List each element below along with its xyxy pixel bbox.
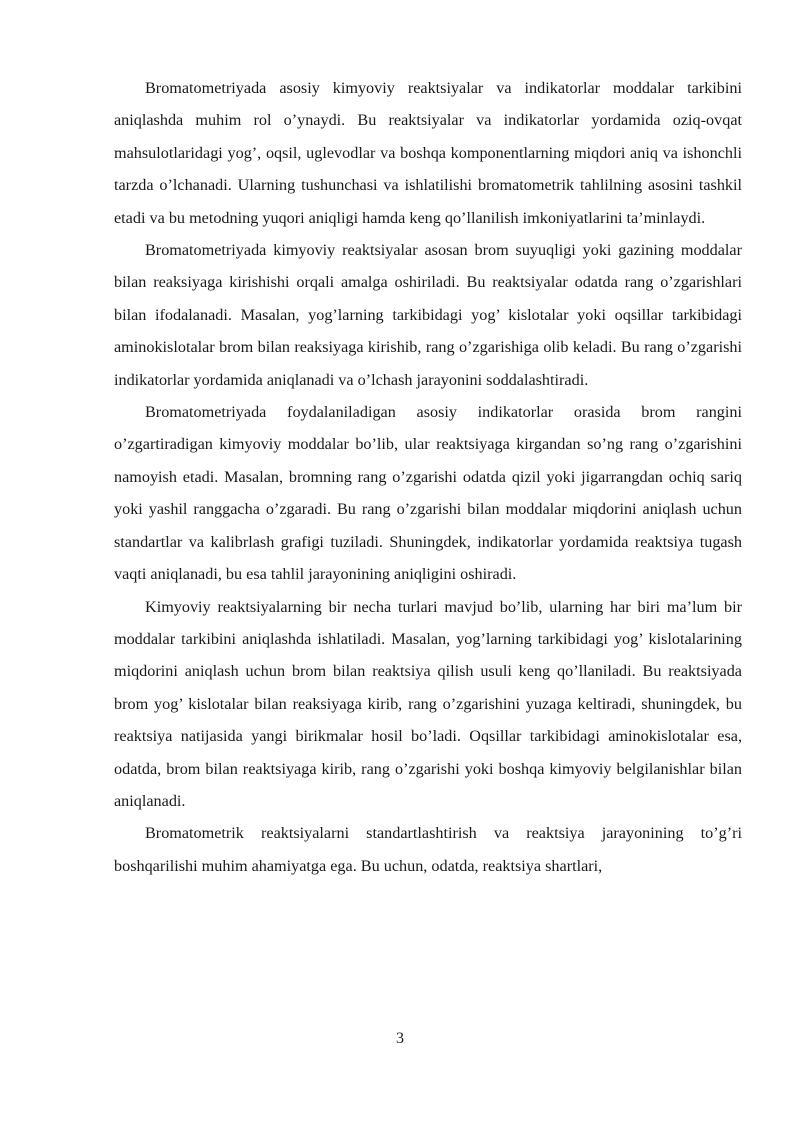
paragraph-4: Kimyoviy reaktsiyalarning bir necha turlari mavjud bo’lib, ularning har biri ma’lum bir moddalar tarkibini aniqlashda ishlatiladi. Masalan, yog’larning tarkibidagi yog’ kislotalarining miqdorini aniqlash uchun brom bilan reaktsiya qilish usuli keng qo’llaniladi. Bu reaktsiyada brom yog’ kislotalar bilan reaksiyaga kirib, rang o’zgarishini yuzaga keltiradi, shuningdek, bu reaktsiya natijasida yangi birikmalar hosil bo’ladi. Oqsillar tarkibidagi aminokislotalar esa, odatda, brom bilan reaktsiyaga kirib, rang o’zgarishi yoki boshqa kimyoviy belgilanishlar bilan aniqlanadi.: [114, 597, 742, 810]
paragraph-5: Bromatometrik reaktsiyalarni standartlashtirish va reaktsiya jarayonining to’g’ri boshqarilishi muhim ahamiyatga ega. Bu uchun, odatda, reaktsiya shartlari,: [114, 824, 742, 875]
paragraph-2: Bromatometriyada kimyoviy reaktsiyalar asosan brom suyuqligi yoki gazining moddalar bilan reaksiyaga kirishishi orqali amalga oshiriladi. Bu reaktsiyalar odatda rang o’zgarishlari bilan ifodalanadi. Masalan, yog’larning tarkibidagi yog’ kislotalar yoki oqsillar tarkibidagi aminokislotalar brom bilan reaksiyaga kirishib, rang o’zgarishiga olib keladi. Bu rang o’zgarishi indikatorlar yordamida aniqlanadi va o’lchash jarayonini soddalashtiradi.: [114, 241, 742, 389]
paragraph-3: Bromatometriyada foydalaniladigan asosiy indikatorlar orasida brom rangini o’zgartiradigan kimyoviy moddalar bo’lib, ular reaktsiyaga kirgandan so’ng rang o’zgarishini namoyish etadi. Masalan, bromning rang o’zgarishi odatda qizil yoki jigarrangdan ochiq sariq yoki yashil ranggacha o’zgaradi. Bu rang o’zgarishi bilan moddalar miqdorini aniqlash uchun standartlar va kalibrlash grafigi tuziladi. Shuningdek, indikatorlar yordamida reaktsiya tugash vaqti aniqlanadi, bu esa tahlil jarayonining aniqligini oshiradi.: [114, 403, 742, 584]
paragraph-1: Bromatometriyada asosiy kimyoviy reaktsiyalar va indikatorlar moddalar tarkibini aniqlashda muhim rol o’ynaydi. Bu reaktsiyalar va indikatorlar yordamida oziq-ovqat mahsulotlaridagi yog’, oqsil, uglevodlar va boshqa komponentlarning miqdori aniq va ishonchli tarzda o’lchanadi. Ularning tushunchasi va ishlatilishi bromatometrik tahlilning asosini tashkil etadi va bu metodning yuqori aniqligi hamda keng qo’llanilish imkoniyatlarini ta’minlaydi.: [114, 79, 742, 227]
body-text: [114, 72, 742, 882]
page-number: 3: [396, 1030, 404, 1047]
